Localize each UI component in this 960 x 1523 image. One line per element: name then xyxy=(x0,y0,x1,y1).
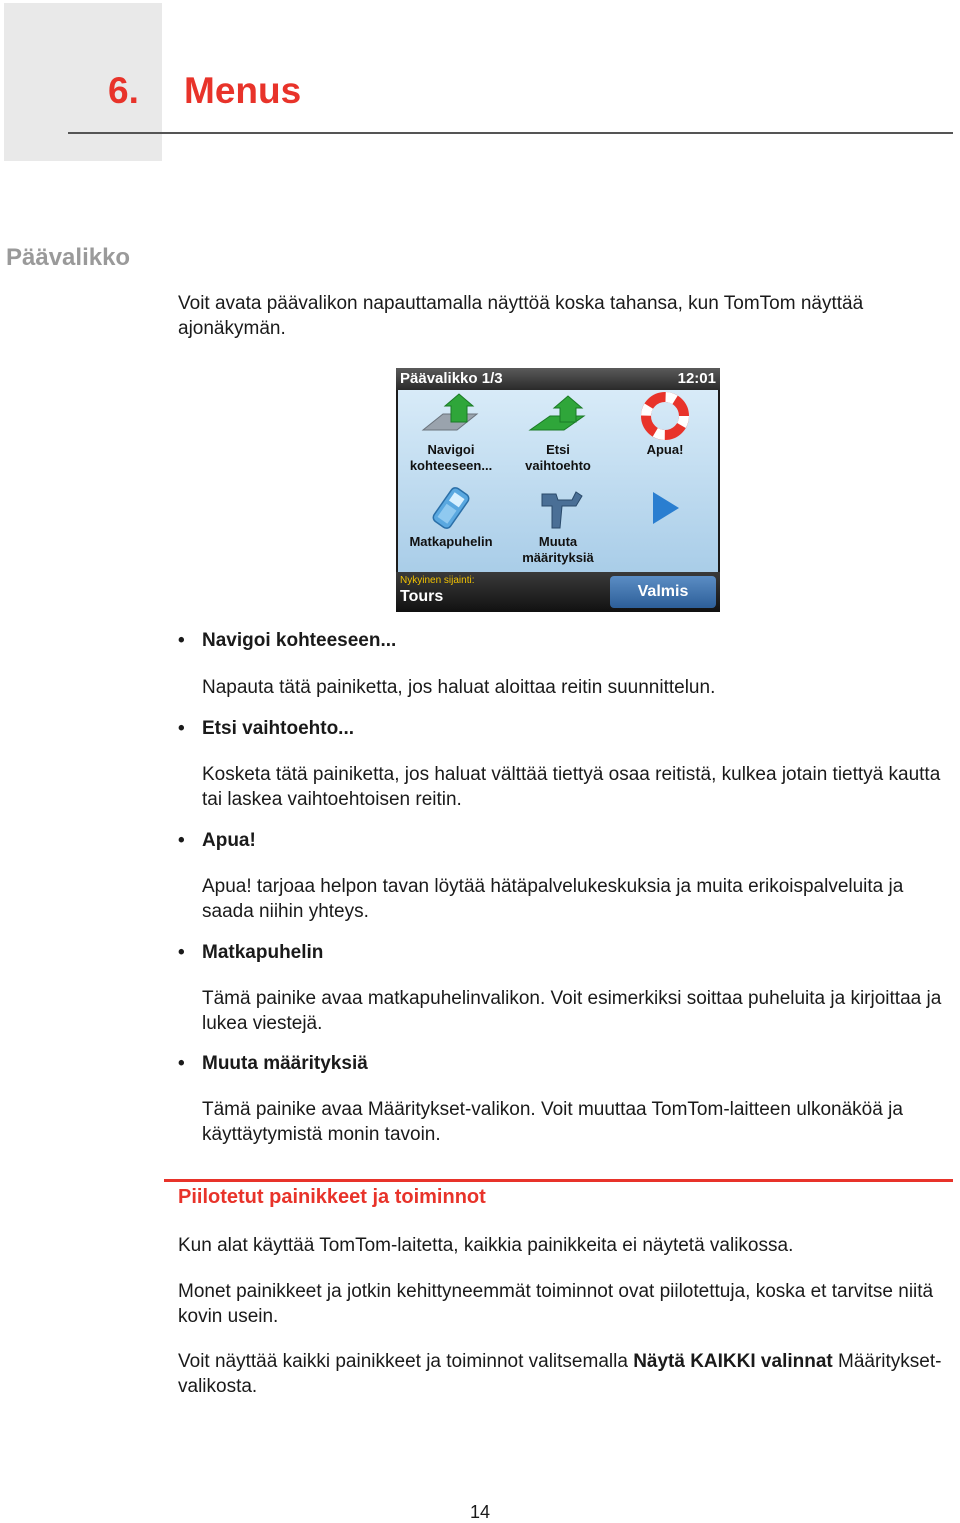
chapter-title: Menus xyxy=(184,70,302,111)
list-item: • Etsi vaihtoehto... xyxy=(178,718,355,739)
mobile-phone-button[interactable] xyxy=(398,482,504,572)
section-title: Päävalikko xyxy=(6,244,131,271)
subsection-divider xyxy=(164,1179,953,1182)
page-number: 14 xyxy=(469,1502,491,1522)
item-description: Napauta tätä painiketta, jos haluat aloittaa reitin suunnittelun. xyxy=(202,677,716,698)
mobile-phone-icon xyxy=(421,484,481,534)
alternative-route-icon xyxy=(528,392,588,442)
item-title: Matkapuhelin xyxy=(202,942,324,963)
item-description: Tämä painike avaa matkapuhelinvalikon. Voit esimerkiksi soittaa puheluita ja kirjoittaa ja lukea viestejä. xyxy=(202,988,942,1034)
phone-label: Matkapuhelin xyxy=(409,534,493,549)
navigate-to-button[interactable] xyxy=(398,390,504,480)
device-status-bar xyxy=(396,572,720,612)
list-item: • Navigoi kohteeseen... xyxy=(178,630,397,651)
item-description: Tämä painike avaa Määritykset-valikon. Voit muuttaa TomTom-laitteen ulkonäköä ja käyttäytymistä monin tavoin. xyxy=(202,1099,903,1145)
find-alternative-button[interactable] xyxy=(505,390,611,480)
item-title: Muuta määrityksiä xyxy=(202,1053,368,1074)
list-item: • Matkapuhelin xyxy=(178,942,324,963)
chapter-number: 6. xyxy=(108,70,139,111)
list-item: • Muuta määrityksiä xyxy=(178,1053,368,1074)
device-clock: 12:01 xyxy=(677,370,716,387)
current-location: Tours xyxy=(400,588,444,605)
p3-text-post: Määritykset-valikosta. xyxy=(178,1351,942,1397)
hidden-paragraph-2: Monet painikkeet ja jotkin kehittyneemmät toiminnot ovat piilotettuja, koska et tarvitse niitä kovin usein. xyxy=(178,1281,934,1327)
item-title: Navigoi kohteeseen... xyxy=(202,630,397,651)
current-location-label: Nykyinen sijainti: xyxy=(400,575,475,586)
list-item: • Apua! xyxy=(178,830,256,851)
device-title-bar xyxy=(396,368,720,390)
item-description: Kosketa tätä painiketta, jos haluat välttää tiettyä osaa reitistä, kulkea jotain tiettyä kautta tai laskea vaihtoehtoisen reitin. xyxy=(202,764,941,810)
done-button[interactable]: Valmis xyxy=(610,576,716,608)
subsection-title: Piilotetut painikkeet ja toiminnot xyxy=(178,1186,486,1208)
item-description: Apua! tarjoaa helpon tavan löytää hätäpalvelukeskuksia ja muita erikoispalveluita ja saada niihin yhteys. xyxy=(202,876,904,922)
next-page-button[interactable] xyxy=(612,482,718,572)
chapter-divider xyxy=(68,132,953,134)
p3-text-pre: Voit näyttää kaikki painikkeet ja toiminnot valitsemalla xyxy=(178,1351,634,1372)
wrench-icon xyxy=(528,484,588,534)
navigate-label: Navigoi kohteeseen... xyxy=(409,442,493,473)
navigate-arrow-icon xyxy=(421,392,481,442)
help-label: Apua! xyxy=(646,442,684,457)
lifebuoy-icon xyxy=(635,392,695,442)
device-menu-title: Päävalikko 1/3 xyxy=(400,370,503,387)
device-main-menu-screen xyxy=(396,368,720,612)
intro-paragraph: Voit avata päävalikon napauttamalla näyttöä koska tahansa, kun TomTom näyttää ajonäkymän. xyxy=(178,293,864,339)
next-arrow-icon xyxy=(635,484,695,534)
hidden-paragraph-3 xyxy=(178,1349,953,1399)
settings-label: Muuta määrityksiä xyxy=(522,534,594,565)
device-menu-area xyxy=(398,390,718,572)
change-preferences-button[interactable] xyxy=(505,482,611,572)
show-all-options-term: Näytä KAIKKI valinnat xyxy=(633,1351,833,1372)
item-title: Etsi vaihtoehto... xyxy=(202,718,355,739)
alternative-label: Etsi vaihtoehto xyxy=(525,442,591,473)
help-button[interactable] xyxy=(612,390,718,480)
item-title: Apua! xyxy=(202,830,256,851)
hidden-paragraph-1: Kun alat käyttää TomTom-laitetta, kaikkia painikkeita ei näytetä valikossa. xyxy=(178,1235,794,1256)
